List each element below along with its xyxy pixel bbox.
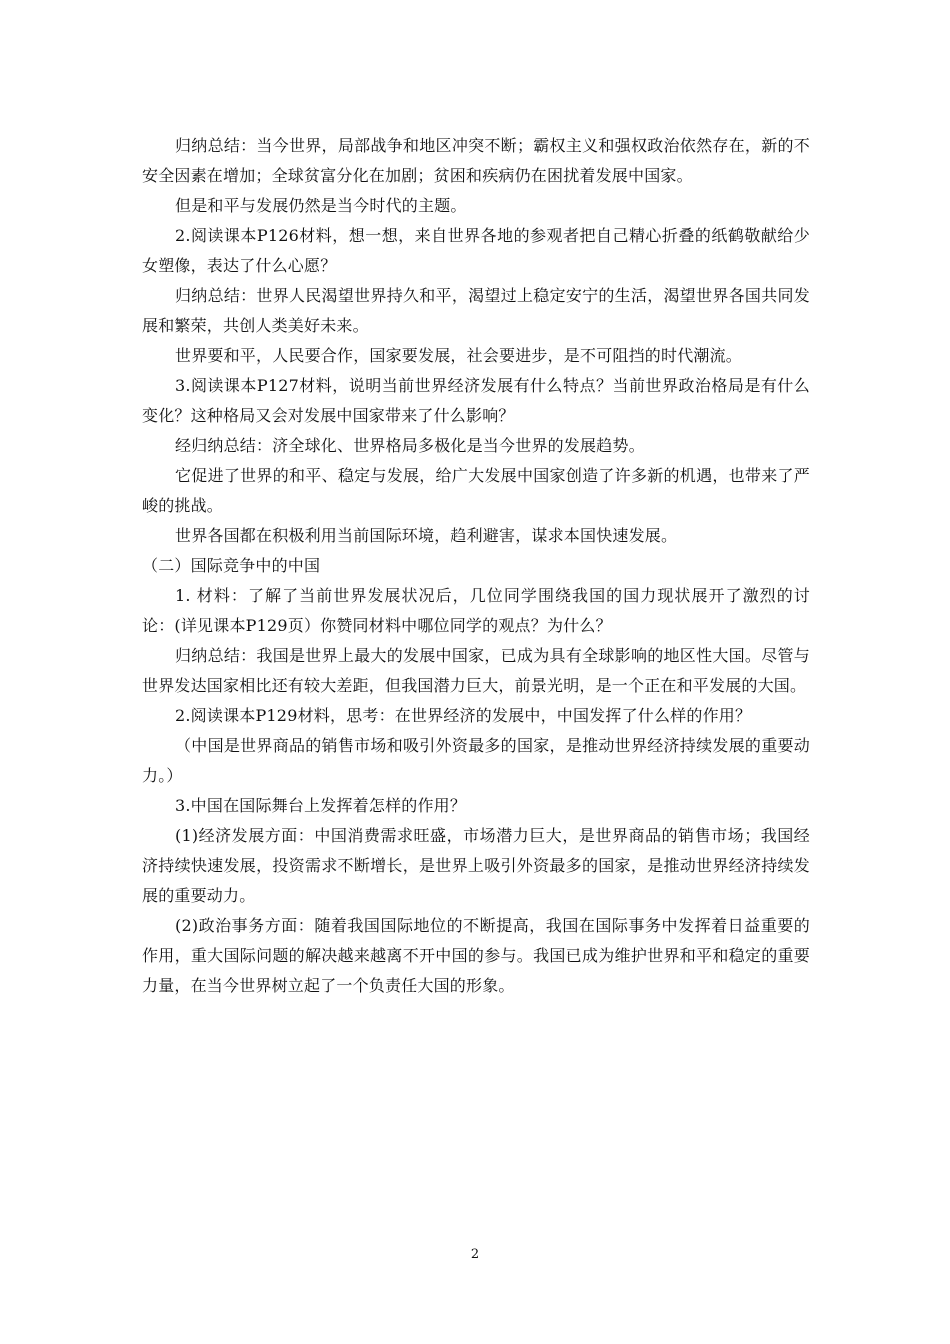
paragraph-summary-china-status: 归纳总结：我国是世界上最大的发展中国家，已成为具有全球影响的地区性大国。尽管与世界发达国家相比还有较大差距，但我国潜力巨大，前景光明，是一个正在和平发展的大国。 bbox=[142, 646, 810, 695]
paragraph-countries-development: 世界各国都在积极利用当前国际环境，趋利避害，谋求本国快速发展。 bbox=[175, 526, 678, 545]
paragraph-material-1-discussion: 1. 材料：了解了当前世界发展状况后，几位同学围绕我国的国力现状展开了激烈的讨论：(详见课本P129页）你赞同材料中哪位同学的观点？为什么？ bbox=[142, 586, 810, 635]
paragraph-peace-development-theme: 但是和平与发展仍然是当今时代的主题。 bbox=[175, 196, 467, 215]
paragraph-question-2-paper-cranes: 2.阅读课本P126材料，想一想，来自世界各地的参观者把自己精心折叠的纸鹤敬献给少女塑像，表达了什么心愿？ bbox=[142, 226, 810, 275]
paragraph-summary-world-situation: 归纳总结：当今世界，局部战争和地区冲突不断；霸权主义和强权政治依然存在，新的不安全因素在增加；全球贫富分化在加剧；贫困和疾病仍在困扰着发展中国家。 bbox=[142, 136, 810, 185]
paragraph-point-2-political: (2)政治事务方面：随着我国国际地位的不断提高，我国在国际事务中发挥着日益重要的作用，重大国际问题的解决越来越离不开中国的参与。我国已成为维护世界和平和稳定的重要力量，在当今世界树立起了一个负责任大国的形象。 bbox=[142, 916, 810, 995]
paragraph-point-1-economic: (1)经济发展方面：中国消费需求旺盛，市场潜力巨大，是世界商品的销售市场；我国经济持续快速发展，投资需求不断增长，是世界上吸引外资最多的国家，是推动世界经济持续发展的重要动力。 bbox=[142, 826, 810, 905]
paragraph-question-2-china-role-economy: 2.阅读课本P129材料，思考：在世界经济的发展中，中国发挥了什么样的作用？ bbox=[175, 706, 752, 725]
paragraph-question-3-economy-politics: 3.阅读课本P127材料，说明当前世界经济发展有什么特点？当前世界政治格局是有什么变化？这种格局又会对发展中国家带来了什么影响？ bbox=[142, 376, 810, 425]
section-heading-china-in-competition: （二）国际竞争中的中国 bbox=[142, 556, 321, 575]
paragraph-summary-peace-wish: 归纳总结：世界人民渴望世界持久和平，渴望过上稳定安宁的生活，渴望世界各国共同发展和繁荣，共创人类美好未来。 bbox=[142, 286, 810, 335]
paragraph-trend-of-times: 世界要和平，人民要合作，国家要发展，社会要进步，是不可阻挡的时代潮流。 bbox=[175, 346, 743, 365]
paragraph-answer-china-market: （中国是世界商品的销售市场和吸引外资最多的国家，是推动世界经济持续发展的重要动力。） bbox=[142, 736, 810, 785]
document-body bbox=[142, 131, 810, 1001]
paragraph-summary-globalization: 经归纳总结：济全球化、世界格局多极化是当今世界的发展趋势。 bbox=[175, 436, 645, 455]
paragraph-opportunities-challenges: 它促进了世界的和平、稳定与发展，给广大发展中国家创造了许多新的机遇，也带来了严峻的挑战。 bbox=[142, 466, 810, 515]
paragraph-question-3-international-stage: 3.中国在国际舞台上发挥着怎样的作用？ bbox=[175, 796, 467, 815]
page-number: 2 bbox=[470, 1247, 480, 1262]
